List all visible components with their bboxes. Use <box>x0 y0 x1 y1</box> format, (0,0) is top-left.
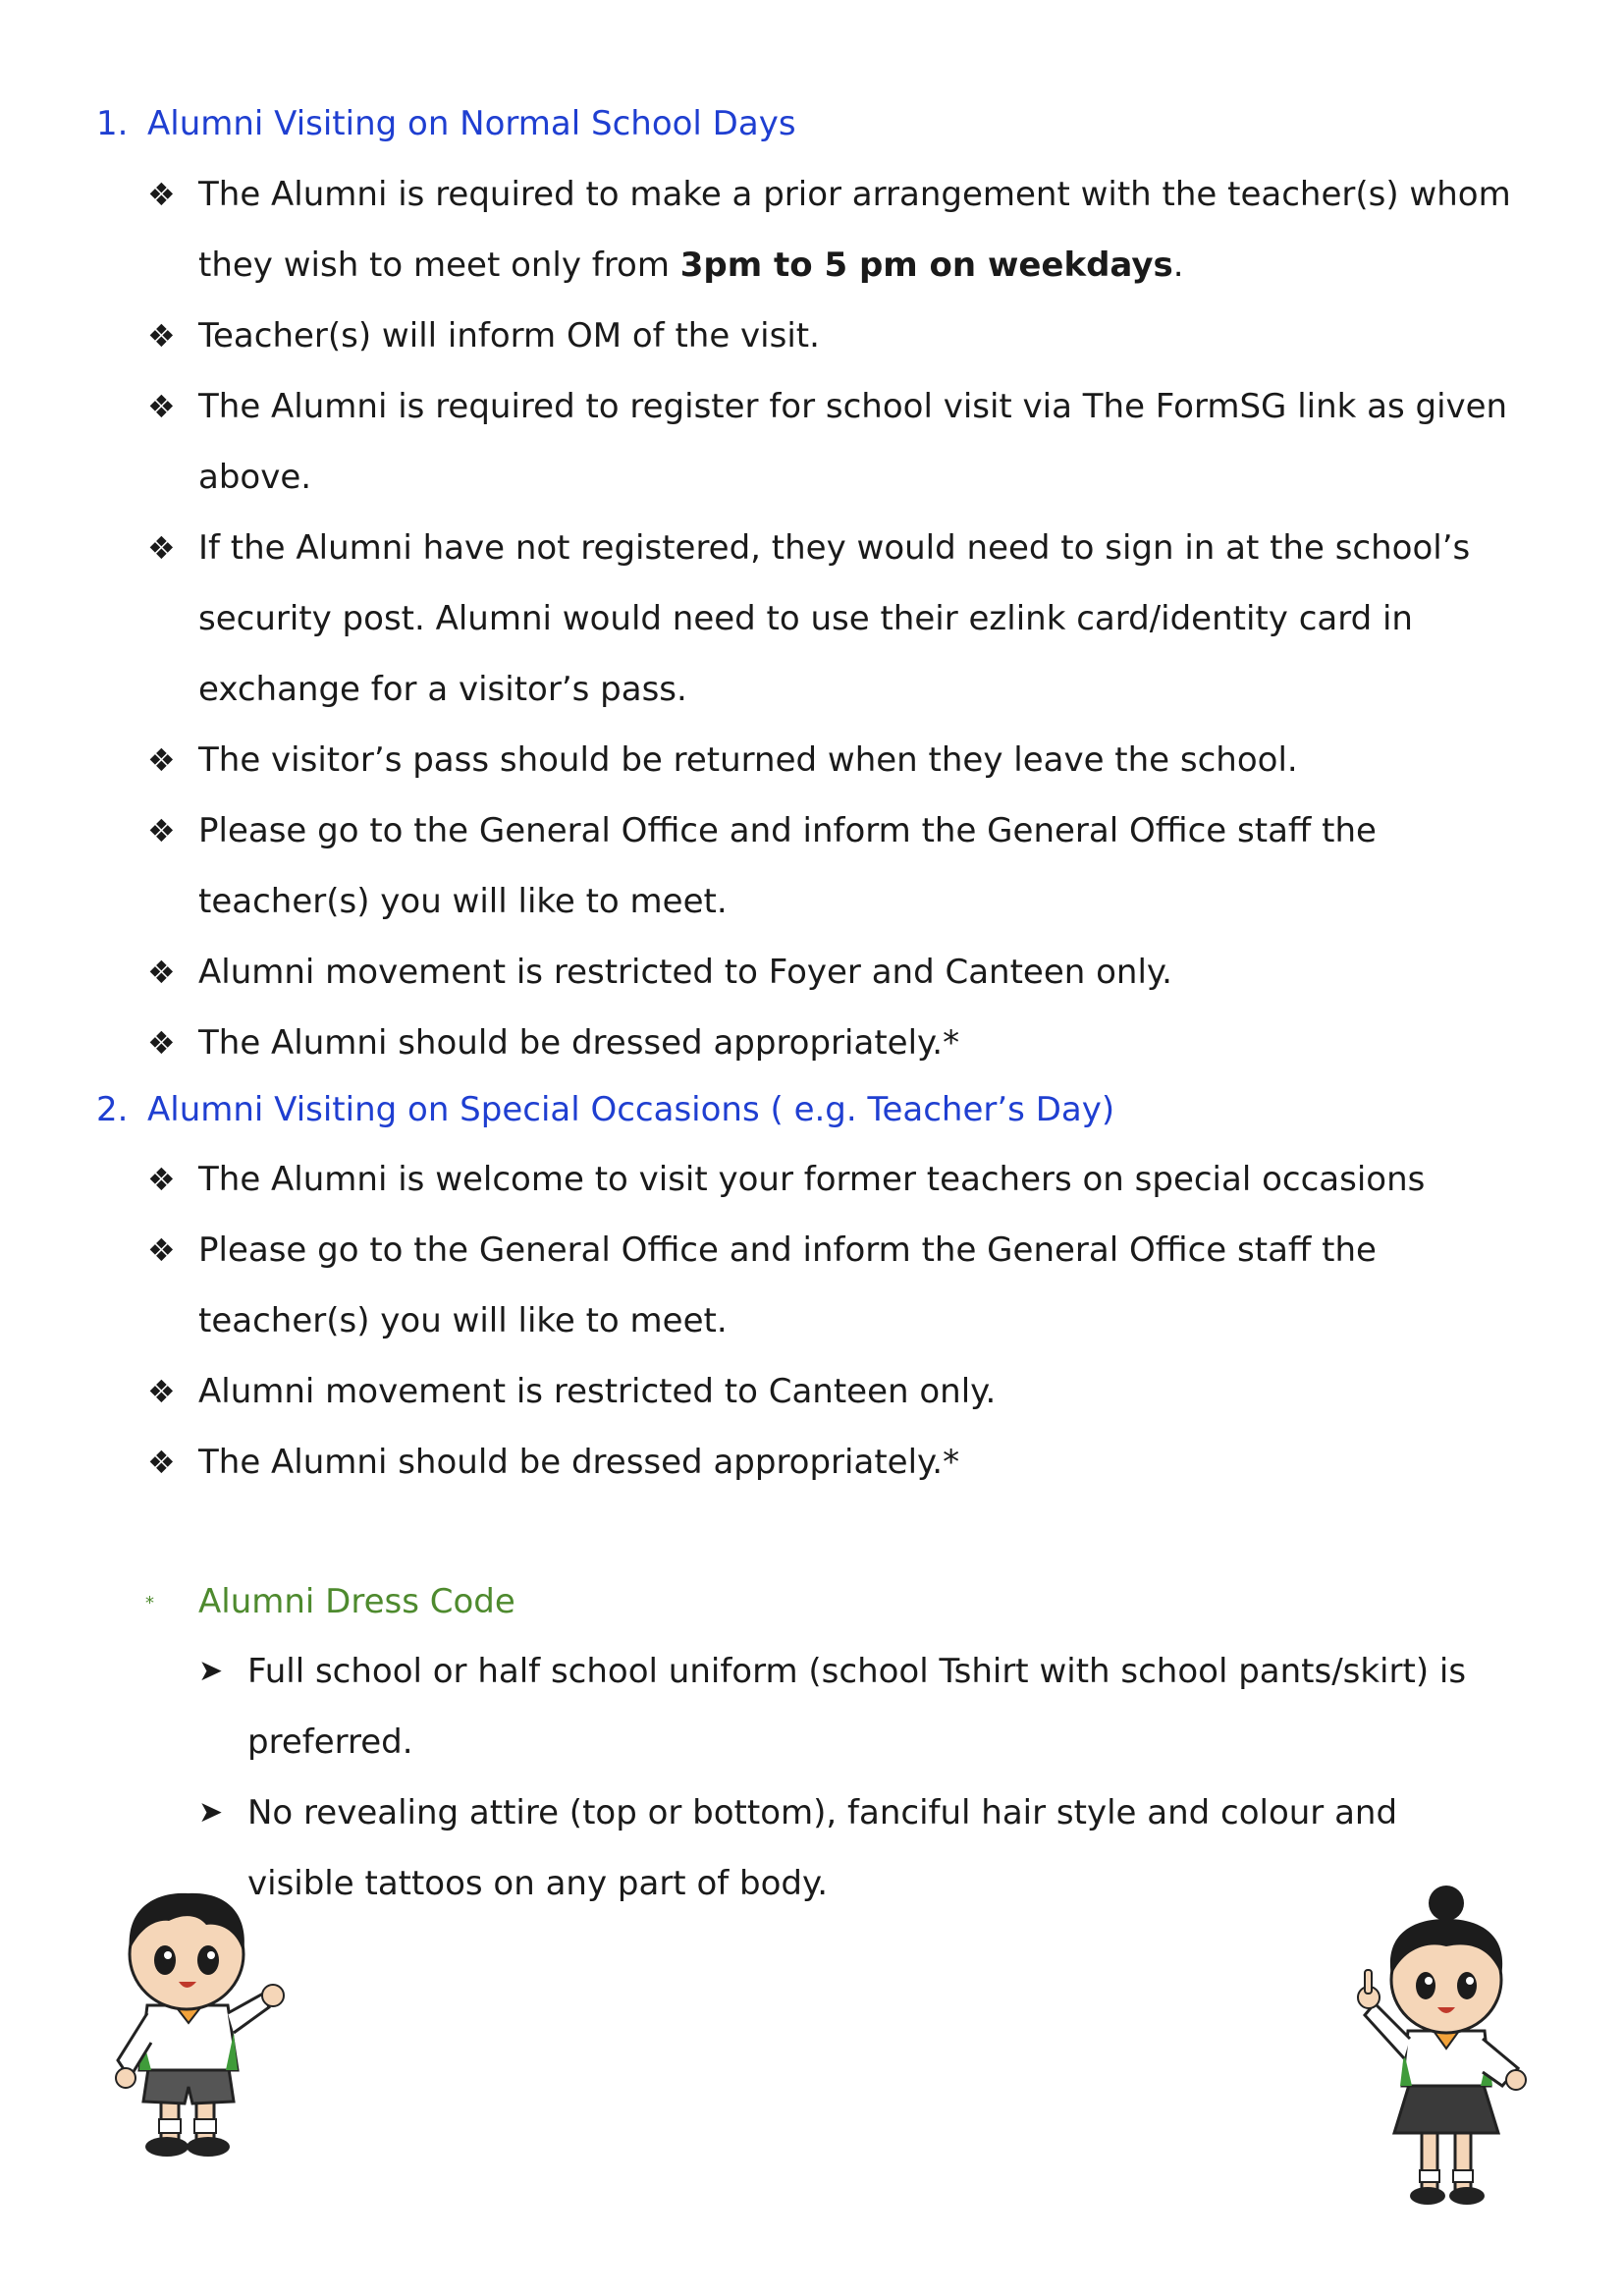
list-item <box>147 937 1542 1008</box>
list-item <box>147 1215 1542 1356</box>
diamond-bullet-icon: ❖ <box>147 317 176 355</box>
list-item <box>147 159 1542 301</box>
list-item <box>147 725 1542 795</box>
item-text: Please go to the General Office and inform the General Office staff the teacher(s) you will like to meet. <box>198 1230 1377 1340</box>
list-item <box>147 795 1542 937</box>
section-1-heading <box>96 104 796 143</box>
list-item <box>147 513 1542 725</box>
list-item <box>147 1144 1542 1215</box>
list-item <box>147 1427 1542 1498</box>
item-text: Alumni movement is restricted to Canteen only. <box>198 1372 997 1411</box>
diamond-bullet-icon: ❖ <box>147 176 176 213</box>
list-item <box>198 1636 1475 1777</box>
item-text: Teacher(s) will inform OM of the visit. <box>198 316 820 355</box>
item-text-end: . <box>1172 246 1184 285</box>
item-text: Please go to the General Office and inform the General Office staff the teacher(s) you will like to meet. <box>198 811 1377 921</box>
diamond-bullet-icon: ❖ <box>147 812 176 849</box>
diamond-bullet-icon: ❖ <box>147 741 176 779</box>
diamond-bullet-icon: ❖ <box>147 1024 176 1062</box>
item-text: The Alumni should be dressed appropriately.* <box>198 1443 960 1482</box>
item-text: The Alumni is required to make a prior arrangement with the teacher(s) whom they wish to meet only from <box>198 175 1511 285</box>
section-2-number: 2. <box>96 1090 129 1129</box>
section-1-list <box>147 159 1542 1078</box>
item-text: No revealing attire (top or bottom), fanciful hair style and colour and visible tattoos on any part of body. <box>247 1793 1398 1903</box>
boy-mascot-illustration <box>90 1886 297 2170</box>
list-item <box>147 371 1542 513</box>
list-item <box>147 1008 1542 1078</box>
diamond-bullet-icon: ❖ <box>147 1444 176 1481</box>
arrow-bullet-icon: ➤ <box>198 1654 224 1688</box>
dress-code-heading <box>145 1582 515 1623</box>
list-item <box>147 1356 1542 1427</box>
item-text: The Alumni should be dressed appropriately.* <box>198 1023 960 1063</box>
diamond-bullet-icon: ❖ <box>147 388 176 425</box>
list-item <box>198 1777 1475 1919</box>
section-1-number: 1. <box>96 104 129 143</box>
dress-code-title: Alumni Dress Code <box>198 1582 515 1621</box>
list-item <box>147 301 1542 371</box>
item-bold-text: 3pm to 5 pm on weekdays <box>679 246 1173 285</box>
section-1-title: Alumni Visiting on Normal School Days <box>147 104 796 143</box>
asterisk-marker: * <box>145 1592 154 1613</box>
girl-mascot-illustration <box>1335 1876 1551 2219</box>
item-text: The visitor’s pass should be returned when they leave the school. <box>198 740 1298 780</box>
item-text: Full school or half school uniform (school Tshirt with school pants/skirt) is preferred. <box>247 1652 1467 1762</box>
section-2-heading <box>96 1090 1114 1129</box>
diamond-bullet-icon: ❖ <box>147 954 176 991</box>
item-text: Alumni movement is restricted to Foyer and Canteen only. <box>198 953 1172 992</box>
diamond-bullet-icon: ❖ <box>147 1231 176 1269</box>
diamond-bullet-icon: ❖ <box>147 1161 176 1198</box>
item-text: The Alumni is required to register for school visit via The FormSG link as given above. <box>198 387 1508 497</box>
section-2-list <box>147 1144 1542 1498</box>
diamond-bullet-icon: ❖ <box>147 529 176 567</box>
item-text: If the Alumni have not registered, they would need to sign in at the school’s security post. Alumni would need to use their ezlink card/identity card in exchange for a visitor’s pass. <box>198 528 1471 709</box>
arrow-bullet-icon: ➤ <box>198 1795 224 1830</box>
item-text: The Alumni is welcome to visit your former teachers on special occasions <box>198 1160 1426 1199</box>
diamond-bullet-icon: ❖ <box>147 1373 176 1410</box>
section-2-title: Alumni Visiting on Special Occasions ( e.g. Teacher’s Day) <box>147 1090 1115 1129</box>
dress-code-list <box>198 1636 1475 1919</box>
